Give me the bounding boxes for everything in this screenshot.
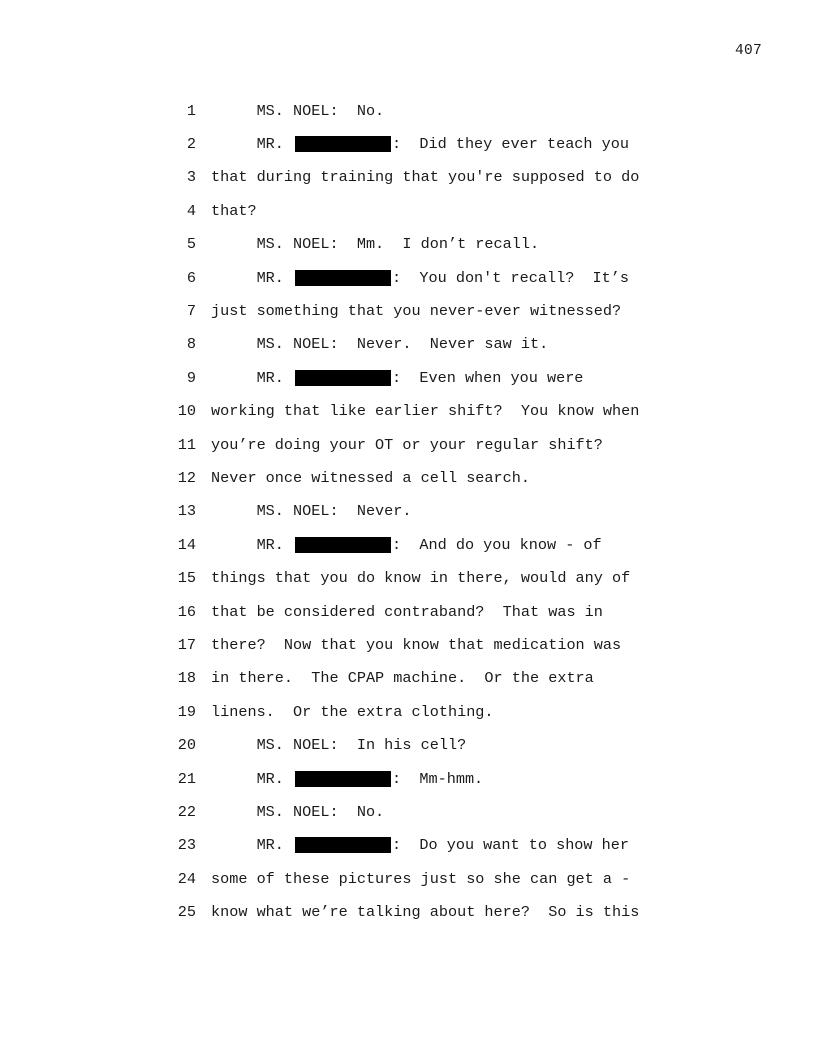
line-text (211, 770, 483, 788)
redaction-bar (295, 837, 391, 853)
line-number: 19 (177, 702, 196, 721)
transcript-line (170, 561, 730, 594)
transcript-line (170, 461, 730, 494)
line-number: 8 (186, 335, 196, 354)
line-text-segment: MR. (211, 535, 294, 554)
line-number: 25 (177, 903, 196, 922)
transcript-line (170, 762, 730, 795)
line-number: 18 (177, 669, 196, 688)
line-text (211, 536, 602, 554)
line-text-segment: : Even when you were (392, 368, 584, 387)
line-text-segment: in there. The CPAP machine. Or the extra (211, 669, 594, 688)
line-text (211, 335, 548, 353)
line-text (211, 502, 412, 520)
line-text (211, 836, 629, 854)
line-number: 2 (186, 135, 196, 154)
line-text-segment: there? Now that you know that medication was (211, 635, 622, 654)
line-text-segment: MR. (211, 135, 294, 154)
line-number: 9 (186, 368, 196, 387)
line-text-segment: MS. NOEL: Never. Never saw it. (211, 335, 549, 354)
line-number: 22 (177, 802, 196, 821)
transcript-line (170, 728, 730, 761)
line-text (211, 636, 621, 654)
line-number: 13 (177, 502, 196, 521)
line-number: 16 (177, 602, 196, 621)
transcript-line (170, 695, 730, 728)
line-number: 21 (177, 769, 196, 788)
line-number: 12 (177, 468, 196, 487)
line-text (211, 669, 594, 687)
redaction-bar (295, 370, 391, 386)
line-text (211, 302, 621, 320)
page-number: 407 (734, 43, 762, 59)
line-text-segment: MR. (211, 769, 294, 788)
transcript-line (170, 328, 730, 361)
line-text-segment: know what we’re talking about here? So is this (211, 903, 640, 922)
line-number: 10 (177, 402, 196, 421)
transcript-line (170, 895, 730, 928)
line-text-segment: MS. NOEL: No. (211, 101, 385, 120)
line-number: 20 (177, 736, 196, 755)
line-text-segment: just something that you never-ever witnessed? (211, 302, 622, 321)
line-text (211, 369, 583, 387)
transcript-line (170, 628, 730, 661)
line-text-segment: that during training that you're supposed to do (211, 168, 640, 187)
line-text-segment: MR. (211, 836, 294, 855)
line-text (211, 168, 639, 186)
line-number: 15 (177, 569, 196, 588)
transcript-line (170, 361, 730, 394)
line-text (211, 870, 630, 888)
line-number: 17 (177, 635, 196, 654)
line-number: 5 (186, 235, 196, 254)
line-text-segment: MR. (211, 268, 294, 287)
transcript-line (170, 829, 730, 862)
line-text-segment: things that you do know in there, would any of (211, 569, 631, 588)
line-text-segment: that be considered contraband? That was in (211, 602, 603, 621)
transcript-line (170, 428, 730, 461)
line-text-segment: working that like earlier shift? You know when (211, 402, 640, 421)
line-number: 24 (177, 869, 196, 888)
redaction-bar (295, 270, 391, 286)
line-text (211, 903, 639, 921)
line-text-segment: : Mm-hmm. (392, 769, 484, 788)
redaction-bar (295, 537, 391, 553)
line-text (211, 235, 539, 253)
line-text-segment: : Did they ever teach you (392, 135, 629, 154)
line-text-segment: : And do you know - of (392, 535, 602, 554)
line-text (211, 402, 639, 420)
line-text-segment: : Do you want to show her (392, 836, 629, 855)
transcript-line (170, 228, 730, 261)
line-text-segment: MS. NOEL: Mm. I don’t recall. (211, 235, 540, 254)
line-text (211, 102, 384, 120)
line-text-segment: MR. (211, 368, 294, 387)
line-text (211, 269, 629, 287)
line-text (211, 202, 257, 220)
line-text-segment: linens. Or the extra clothing. (211, 702, 494, 721)
line-text (211, 469, 530, 487)
line-text (211, 569, 630, 587)
line-number: 4 (186, 201, 196, 220)
transcript-line (170, 795, 730, 828)
transcript-line (170, 161, 730, 194)
line-number: 1 (186, 101, 196, 120)
line-text-segment: MS. NOEL: No. (211, 802, 385, 821)
redaction-bar (295, 136, 391, 152)
line-text (211, 736, 466, 754)
transcript-line (170, 495, 730, 528)
transcript-line (170, 294, 730, 327)
line-number: 23 (177, 836, 196, 855)
line-text-segment: MS. NOEL: Never. (211, 502, 412, 521)
transcript-line (170, 862, 730, 895)
transcript-line (170, 662, 730, 695)
line-text (211, 135, 629, 153)
transcript-line (170, 395, 730, 428)
line-text (211, 603, 603, 621)
transcript-line (170, 261, 730, 294)
line-text (211, 436, 603, 454)
line-text-segment: you’re doing your OT or your regular shift? (211, 435, 603, 454)
transcript-body (170, 94, 730, 929)
redaction-bar (295, 771, 391, 787)
transcript-line (170, 194, 730, 227)
line-text-segment: some of these pictures just so she can get a - (211, 869, 631, 888)
transcript-line (170, 94, 730, 127)
line-text-segment: MS. NOEL: In his cell? (211, 736, 467, 755)
transcript-line (170, 127, 730, 160)
line-text (211, 803, 384, 821)
line-number: 3 (186, 168, 196, 187)
line-text (211, 703, 494, 721)
line-text-segment: that? (211, 201, 257, 220)
line-text-segment: Never once witnessed a cell search. (211, 468, 530, 487)
line-number: 11 (177, 435, 196, 454)
line-number: 7 (186, 302, 196, 321)
line-number: 6 (186, 268, 196, 287)
transcript-line (170, 595, 730, 628)
transcript-line (170, 528, 730, 561)
line-number: 14 (177, 535, 196, 554)
line-text-segment: : You don't recall? It’s (392, 268, 629, 287)
